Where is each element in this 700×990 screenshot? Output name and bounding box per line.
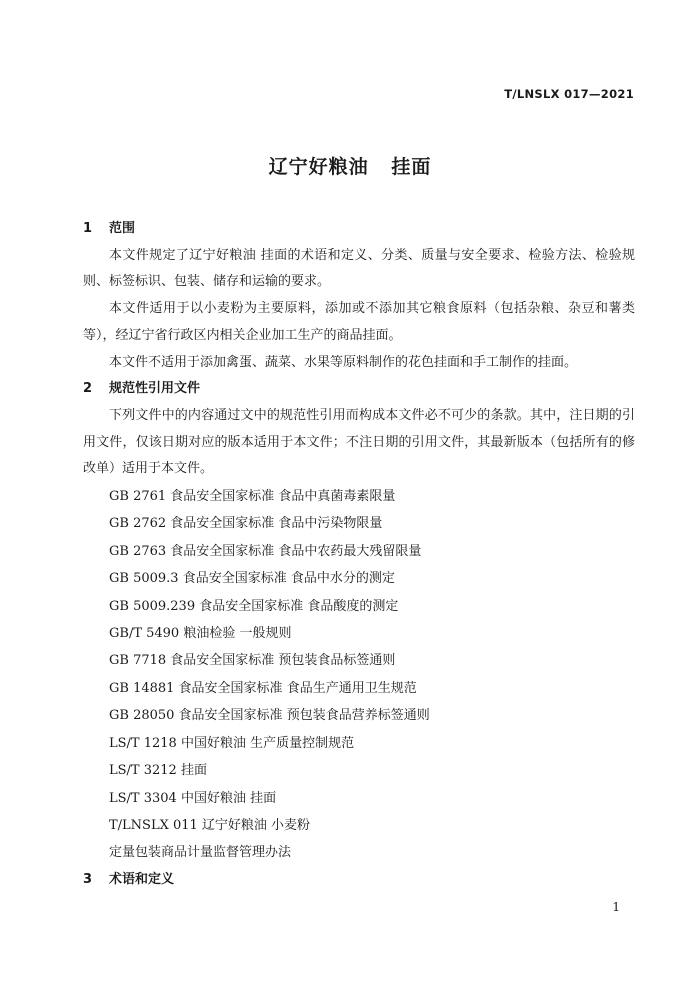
- reference-item: LS/T 3212 挂面: [109, 763, 207, 779]
- reference-list: [83, 483, 635, 867]
- reference-item: LS/T 3304 中国好粮油 挂面: [109, 790, 277, 806]
- reference-item: GB 28050 食品安全国家标准 预包装食品营养标签通则: [109, 708, 430, 724]
- section-title: 范围: [109, 221, 136, 236]
- paragraph: 本文件规定了辽宁好粮油 挂面的术语和定义、分类、质量与安全要求、检验方法、检验规则、标签标识、包装、储存和运输的要求。: [83, 247, 635, 290]
- section-heading-normative-references: [83, 376, 635, 403]
- section-title: 规范性引用文件: [109, 381, 201, 397]
- reference-item: LS/T 1218 中国好粮油 生产质量控制规范: [109, 735, 355, 751]
- paragraph: 本文件不适用于添加禽蛋、蔬菜、水果等原料制作的花色挂面和手工制作的挂面。: [109, 354, 578, 370]
- document-code: T/LNSLX 017—2021: [504, 87, 634, 101]
- section-number: 3: [83, 871, 93, 887]
- reference-item: GB 5009.3 食品安全国家标准 食品中水分的测定: [109, 571, 395, 587]
- reference-item: GB 7718 食品安全国家标准 预包装食品标签通则: [109, 653, 396, 669]
- reference-item: T/LNSLX 011 辽宁好粮油 小麦粉: [109, 817, 311, 833]
- reference-item: GB 5009.239 食品安全国家标准 食品酸度的测定: [109, 598, 399, 614]
- section-number: 2: [83, 381, 93, 397]
- reference-item: GB/T 5490 粮油检验 一般规则: [109, 626, 292, 642]
- reference-item: GB 14881 食品安全国家标准 食品生产通用卫生规范: [109, 680, 417, 696]
- reference-item: GB 2761 食品安全国家标准 食品中真菌毒素限量: [109, 489, 396, 505]
- document-body: [83, 216, 635, 893]
- section-number: 1: [83, 221, 93, 236]
- section-title: 术语和定义: [109, 871, 175, 887]
- page-number: 1: [612, 900, 620, 914]
- document-title: 辽宁好粮油 挂面: [268, 156, 432, 178]
- reference-item: 定量包装商品计量监督管理办法: [109, 845, 292, 861]
- reference-item: GB 2762 食品安全国家标准 食品中污染物限量: [109, 516, 383, 532]
- paragraph: 本文件适用于以小麦粉为主要原料，添加或不添加其它粮食原料（包括杂粮、杂豆和薯类等），经辽宁省行政区内相关企业加工生产的商品挂面。: [83, 301, 635, 343]
- paragraph: 下列文件中的内容通过文中的规范性引用而构成本文件必不可少的条款。其中，注日期的引用文件，仅该日期对应的版本适用于本文件；不注日期的引用文件，其最新版本（包括所有的修改单）适用于本文件。: [83, 407, 635, 477]
- reference-item: GB 2763 食品安全国家标准 食品中农药最大残留限量: [109, 543, 422, 559]
- section-heading-terms-definitions: [83, 867, 635, 894]
- section-heading-scope: [83, 216, 635, 243]
